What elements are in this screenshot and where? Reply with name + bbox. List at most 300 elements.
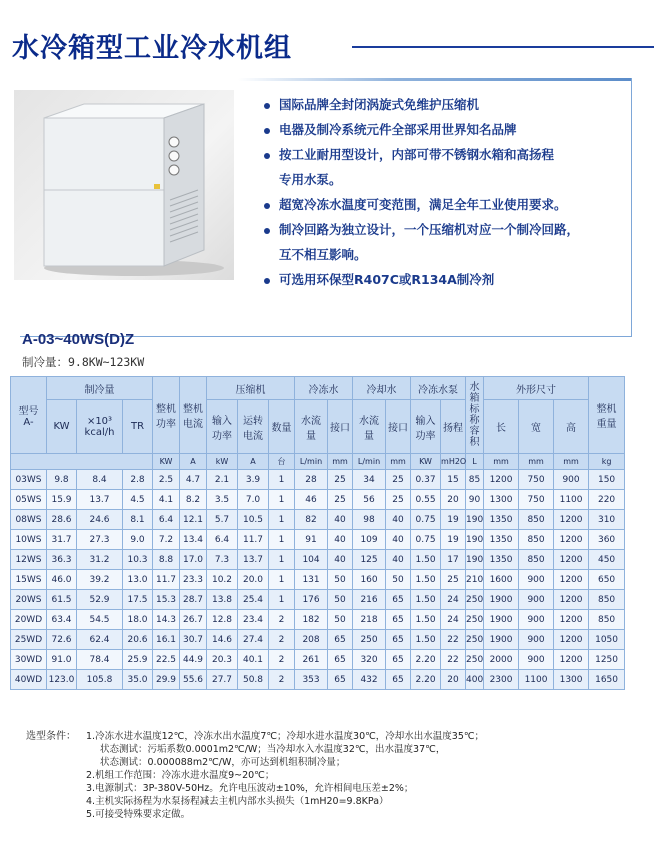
- model-cell: 20WD: [11, 610, 47, 630]
- table-cell: 2: [269, 670, 295, 690]
- feature-item: 国际品牌全封闭涡旋式免维护压缩机: [264, 92, 624, 117]
- table-cell: 35.0: [123, 670, 153, 690]
- table-cell: 4.1: [153, 490, 180, 510]
- table-cell: 1050: [589, 630, 625, 650]
- table-cell: 900: [519, 590, 554, 610]
- unit-cell: L: [466, 454, 484, 470]
- table-cell: 650: [589, 570, 625, 590]
- header-pump: 冷冻水泵: [411, 377, 466, 400]
- table-cell: 50.8: [238, 670, 269, 690]
- model-cell: 40WD: [11, 670, 47, 690]
- page-title: 水冷箱型工业冷水机组: [12, 33, 292, 64]
- table-cell: 50: [386, 570, 411, 590]
- table-cell: 11.7: [238, 530, 269, 550]
- table-cell: 0.75: [411, 510, 441, 530]
- title-underline: [352, 46, 654, 48]
- table-cell: 2: [269, 630, 295, 650]
- table-cell: 22: [441, 630, 466, 650]
- table-cell: 250: [466, 630, 484, 650]
- table-row: [11, 670, 625, 690]
- table-cell: 10.3: [123, 550, 153, 570]
- model-cell: 08WS: [11, 510, 47, 530]
- bullet-icon: [264, 128, 270, 134]
- table-cell: 55.6: [180, 670, 207, 690]
- table-cell: 5.7: [207, 510, 238, 530]
- table-cell: 1.50: [411, 570, 441, 590]
- table-cell: 190: [466, 550, 484, 570]
- table-cell: 750: [519, 470, 554, 490]
- table-cell: 104: [295, 550, 328, 570]
- header-weight: 整机 重量: [589, 377, 625, 454]
- unit-cell: kg: [589, 454, 625, 470]
- condition-item: 状态测试：0.000088m2℃/W，亦可达到机组积制冷量；: [100, 757, 346, 768]
- feature-list: [264, 92, 624, 292]
- table-cell: 8.4: [77, 470, 123, 490]
- table-cell: 1200: [554, 510, 589, 530]
- table-cell: 6.4: [207, 530, 238, 550]
- table-cell: 25: [386, 490, 411, 510]
- table-cell: 40.1: [238, 650, 269, 670]
- table-cell: 40: [386, 510, 411, 530]
- table-cell: 105.8: [77, 670, 123, 690]
- table-cell: 90: [466, 490, 484, 510]
- feature-item: 可选用环保型R407C或R134A制冷剂: [264, 267, 624, 292]
- table-row: [11, 570, 625, 590]
- model-cell: 25WD: [11, 630, 47, 650]
- table-cell: 40: [328, 530, 353, 550]
- table-cell: 2.20: [411, 650, 441, 670]
- model-cell: 15WS: [11, 570, 47, 590]
- feature-item: 电器及制冷系统元件全部采用世界知名品牌: [264, 117, 624, 142]
- table-cell: 12.1: [180, 510, 207, 530]
- table-cell: 2000: [484, 650, 519, 670]
- model-cell: 05WS: [11, 490, 47, 510]
- table-cell: 8.8: [153, 550, 180, 570]
- table-cell: 2: [269, 610, 295, 630]
- unit-cell: mm: [519, 454, 554, 470]
- table-cell: 8.2: [180, 490, 207, 510]
- feature-item: 制冷回路为独立设计，一个压缩机对应一个制冷回路，: [264, 217, 624, 242]
- model-range: A-03~40WS(D)Z: [22, 331, 135, 348]
- unit-cell: kW: [207, 454, 238, 470]
- table-cell: 82: [295, 510, 328, 530]
- bullet-icon: [264, 103, 270, 109]
- table-cell: 27.7: [207, 670, 238, 690]
- table-cell: 19: [441, 510, 466, 530]
- table-cell: 1300: [554, 670, 589, 690]
- feature-item: 超宽冷冻水温度可变范围，满足全年工业使用要求。: [264, 192, 624, 217]
- chiller-unit-image: [14, 90, 234, 280]
- model-cell: 30WD: [11, 650, 47, 670]
- condition-item: 2.机组工作范围：冷冻水进水温度9~20℃；: [86, 770, 275, 781]
- table-cell: 10.5: [238, 510, 269, 530]
- table-cell: 250: [466, 590, 484, 610]
- table-row: [11, 530, 625, 550]
- table-cell: 900: [554, 470, 589, 490]
- feature-item-continued: 互不相互影响。: [279, 247, 367, 262]
- table-cell: 13.8: [207, 590, 238, 610]
- table-cell: 1.50: [411, 590, 441, 610]
- table-cell: 1350: [484, 530, 519, 550]
- table-cell: 85: [466, 470, 484, 490]
- subheader-cell: 高: [554, 400, 589, 454]
- table-cell: 22: [441, 650, 466, 670]
- header-compressor: 压缩机: [207, 377, 295, 400]
- unit-cell: A: [238, 454, 269, 470]
- condition-item: 3.电源制式：3P-380V-50Hz。允许电压波动±10%，允许相间电压差±2%；: [86, 783, 414, 794]
- table-cell: 131: [295, 570, 328, 590]
- table-cell: 1650: [589, 670, 625, 690]
- table-cell: 1: [269, 590, 295, 610]
- table-cell: 3.5: [207, 490, 238, 510]
- table-cell: 65: [386, 670, 411, 690]
- unit-cell: mH2O: [441, 454, 466, 470]
- table-cell: 1200: [554, 650, 589, 670]
- table-cell: 150: [589, 470, 625, 490]
- table-cell: 123.0: [47, 670, 77, 690]
- table-cell: 2.5: [153, 470, 180, 490]
- capacity-value: 9.8KW~123KW: [68, 355, 145, 369]
- feature-frame-right: [631, 78, 632, 336]
- table-cell: 190: [466, 530, 484, 550]
- table-cell: 250: [353, 630, 386, 650]
- table-cell: 850: [519, 550, 554, 570]
- table-cell: 17.0: [180, 550, 207, 570]
- table-row: [11, 490, 625, 510]
- table-cell: 24: [441, 610, 466, 630]
- table-cell: 25: [328, 490, 353, 510]
- table-cell: 46: [295, 490, 328, 510]
- table-cell: 0.37: [411, 470, 441, 490]
- table-cell: 17.5: [123, 590, 153, 610]
- table-cell: 1100: [519, 670, 554, 690]
- table-cell: 40: [328, 510, 353, 530]
- condition-item: 4.主机实际扬程为水泵扬程减去主机内部水头损失（1mH20=9.8KPa）: [86, 796, 389, 807]
- table-cell: 8.1: [123, 510, 153, 530]
- table-cell: 250: [466, 650, 484, 670]
- table-cell: 40: [328, 550, 353, 570]
- table-cell: 24.6: [77, 510, 123, 530]
- table-cell: 1200: [484, 470, 519, 490]
- subheader-cell: 输入 功率: [411, 400, 441, 454]
- condition-item: 1.冷冻水进水温度12℃，冷冻水出水温度7℃；冷却水进水温度30℃，冷却水出水温度35℃；: [86, 731, 485, 742]
- subheader-cell: 宽: [519, 400, 554, 454]
- table-cell: 65: [386, 610, 411, 630]
- unit-cell: KW: [411, 454, 441, 470]
- table-cell: 432: [353, 670, 386, 690]
- table-cell: 15.9: [47, 490, 77, 510]
- subheader-cell: 数量: [269, 400, 295, 454]
- table-cell: 15.3: [153, 590, 180, 610]
- bullet-icon: [264, 203, 270, 209]
- table-cell: 14.3: [153, 610, 180, 630]
- capacity-range: [22, 354, 144, 370]
- feature-item-continued: 专用水泵。: [279, 172, 342, 187]
- table-cell: 20.0: [238, 570, 269, 590]
- table-cell: 29.9: [153, 670, 180, 690]
- condition-item: 状态测试：污垢系数0.0001m2℃/W；当冷却水入水温度32℃，出水温度37℃，: [100, 744, 446, 755]
- subheader-cell: 运转 电流: [238, 400, 269, 454]
- table-cell: 31.7: [47, 530, 77, 550]
- table-cell: 23.4: [238, 610, 269, 630]
- conditions-label: 选型条件：: [26, 731, 76, 742]
- table-cell: 30.7: [180, 630, 207, 650]
- table-cell: 25: [386, 470, 411, 490]
- subheader-cell: 水流 量: [295, 400, 328, 454]
- table-cell: 1200: [554, 570, 589, 590]
- table-cell: 1900: [484, 630, 519, 650]
- table-row: [11, 630, 625, 650]
- table-cell: 6.4: [153, 510, 180, 530]
- table-cell: 1200: [554, 590, 589, 610]
- table-cell: 28.7: [180, 590, 207, 610]
- table-row: [11, 650, 625, 670]
- table-cell: 13.4: [180, 530, 207, 550]
- table-cell: 23.3: [180, 570, 207, 590]
- table-cell: 98: [353, 510, 386, 530]
- table-cell: 14.6: [207, 630, 238, 650]
- unit-cell: mm: [328, 454, 353, 470]
- subheader-cell: 接口: [328, 400, 353, 454]
- table-cell: 52.9: [77, 590, 123, 610]
- table-cell: 2300: [484, 670, 519, 690]
- table-cell: 36.3: [47, 550, 77, 570]
- table-cell: 1100: [554, 490, 589, 510]
- table-cell: 1350: [484, 550, 519, 570]
- table-cell: 65: [328, 670, 353, 690]
- table-cell: 25: [441, 570, 466, 590]
- table-cell: 7.3: [207, 550, 238, 570]
- table-cell: 1: [269, 470, 295, 490]
- table-cell: 109: [353, 530, 386, 550]
- capacity-label: 制冷量：: [22, 355, 68, 369]
- table-cell: 900: [519, 630, 554, 650]
- table-cell: 11.7: [153, 570, 180, 590]
- table-cell: 218: [353, 610, 386, 630]
- table-cell: 1300: [484, 490, 519, 510]
- table-cell: 2.1: [207, 470, 238, 490]
- table-cell: 1: [269, 530, 295, 550]
- table-cell: 65: [386, 630, 411, 650]
- header-current: 整机 电流: [180, 377, 207, 454]
- table-cell: 1.50: [411, 630, 441, 650]
- spec-table: [10, 376, 625, 690]
- table-cell: 46.0: [47, 570, 77, 590]
- header-dimensions: 外形尺寸: [484, 377, 589, 400]
- table-cell: 7.0: [238, 490, 269, 510]
- table-cell: 13.7: [238, 550, 269, 570]
- table-cell: 25.4: [238, 590, 269, 610]
- table-cell: 10.2: [207, 570, 238, 590]
- header-cooling: 制冷量: [47, 377, 153, 400]
- table-cell: 25.9: [123, 650, 153, 670]
- table-row: [11, 510, 625, 530]
- table-cell: 91.0: [47, 650, 77, 670]
- header-tank: 水 箱 标 称 容 积: [466, 377, 484, 454]
- table-cell: 34: [353, 470, 386, 490]
- table-cell: 9.0: [123, 530, 153, 550]
- subheader-cell: TR: [123, 400, 153, 454]
- table-cell: 160: [353, 570, 386, 590]
- table-cell: 4.7: [180, 470, 207, 490]
- table-cell: 50: [328, 590, 353, 610]
- unit-cell: L/min: [353, 454, 386, 470]
- condition-item: 5.可接受特殊要求定做。: [86, 809, 191, 820]
- table-cell: 65: [386, 650, 411, 670]
- table-cell: 2.20: [411, 670, 441, 690]
- feature-frame-top: [238, 78, 632, 81]
- table-cell: 1200: [554, 630, 589, 650]
- subheader-cell: 接口: [386, 400, 411, 454]
- table-cell: 850: [519, 510, 554, 530]
- unit-cell: mm: [554, 454, 589, 470]
- table-cell: 1200: [554, 530, 589, 550]
- table-cell: 18.0: [123, 610, 153, 630]
- table-cell: 1350: [484, 510, 519, 530]
- table-cell: 176: [295, 590, 328, 610]
- table-cell: 1600: [484, 570, 519, 590]
- table-cell: 91: [295, 530, 328, 550]
- unit-cell: 台: [269, 454, 295, 470]
- table-cell: 20: [441, 670, 466, 690]
- table-cell: 16.1: [153, 630, 180, 650]
- table-cell: 56: [353, 490, 386, 510]
- table-cell: 12.8: [207, 610, 238, 630]
- product-photo: [14, 90, 234, 280]
- table-cell: 3.9: [238, 470, 269, 490]
- units-spacer: [11, 454, 153, 470]
- table-cell: 850: [589, 610, 625, 630]
- header-cooling-water: 冷却水: [353, 377, 411, 400]
- unit-cell: mm: [386, 454, 411, 470]
- table-cell: 1.50: [411, 550, 441, 570]
- table-cell: 900: [519, 650, 554, 670]
- table-cell: 360: [589, 530, 625, 550]
- header-model: 型号 A-: [11, 377, 47, 454]
- table-cell: 15: [441, 470, 466, 490]
- table-cell: 1900: [484, 590, 519, 610]
- table-cell: 44.9: [180, 650, 207, 670]
- table-cell: 125: [353, 550, 386, 570]
- table-cell: 4.5: [123, 490, 153, 510]
- table-cell: 25: [328, 470, 353, 490]
- table-cell: 310: [589, 510, 625, 530]
- table-cell: 20.3: [207, 650, 238, 670]
- table-cell: 65: [328, 630, 353, 650]
- table-cell: 20: [441, 490, 466, 510]
- table-cell: 24: [441, 590, 466, 610]
- header-chilled-water: 冷冻水: [295, 377, 353, 400]
- table-cell: 182: [295, 610, 328, 630]
- table-cell: 28.6: [47, 510, 77, 530]
- model-cell: 03WS: [11, 470, 47, 490]
- table-cell: 216: [353, 590, 386, 610]
- model-cell: 20WS: [11, 590, 47, 610]
- table-cell: 1200: [554, 550, 589, 570]
- table-cell: 208: [295, 630, 328, 650]
- subheader-cell: ×10³ kcal/h: [77, 400, 123, 454]
- header-power: 整机 功率: [153, 377, 180, 454]
- table-cell: 250: [466, 610, 484, 630]
- unit-cell: L/min: [295, 454, 328, 470]
- table-cell: 63.4: [47, 610, 77, 630]
- bullet-icon: [264, 153, 270, 159]
- table-cell: 0.75: [411, 530, 441, 550]
- unit-cell: mm: [484, 454, 519, 470]
- table-cell: 450: [589, 550, 625, 570]
- table-cell: 1200: [554, 610, 589, 630]
- subheader-cell: 水流 量: [353, 400, 386, 454]
- table-cell: 50: [328, 610, 353, 630]
- table-cell: 353: [295, 670, 328, 690]
- table-cell: 850: [519, 530, 554, 550]
- table-cell: 750: [519, 490, 554, 510]
- table-cell: 26.7: [180, 610, 207, 630]
- table-cell: 27.4: [238, 630, 269, 650]
- table-row: [11, 470, 625, 490]
- bullet-icon: [264, 228, 270, 234]
- table-cell: 7.2: [153, 530, 180, 550]
- bullet-icon: [264, 278, 270, 284]
- table-cell: 220: [589, 490, 625, 510]
- table-cell: 0.55: [411, 490, 441, 510]
- unit-cell: KW: [153, 454, 180, 470]
- table-cell: 13.0: [123, 570, 153, 590]
- feature-item: 按工业耐用型设计，内部可带不锈钢水箱和高扬程: [264, 142, 624, 167]
- table-cell: 40: [386, 550, 411, 570]
- table-cell: 65: [328, 650, 353, 670]
- table-row: [11, 590, 625, 610]
- table-cell: 900: [519, 610, 554, 630]
- table-cell: 1.50: [411, 610, 441, 630]
- table-cell: 320: [353, 650, 386, 670]
- table-cell: 400: [466, 670, 484, 690]
- table-cell: 850: [589, 590, 625, 610]
- model-cell: 12WS: [11, 550, 47, 570]
- table-cell: 28: [295, 470, 328, 490]
- table-cell: 190: [466, 510, 484, 530]
- table-cell: 1250: [589, 650, 625, 670]
- table-cell: 17: [441, 550, 466, 570]
- table-cell: 13.7: [77, 490, 123, 510]
- table-cell: 900: [519, 570, 554, 590]
- table-cell: 2.8: [123, 470, 153, 490]
- table-cell: 19: [441, 530, 466, 550]
- subheader-cell: 输入 功率: [207, 400, 238, 454]
- table-cell: 65: [386, 590, 411, 610]
- table-cell: 1: [269, 570, 295, 590]
- unit-cell: A: [180, 454, 207, 470]
- table-cell: 62.4: [77, 630, 123, 650]
- table-cell: 20.6: [123, 630, 153, 650]
- table-cell: 54.5: [77, 610, 123, 630]
- table-cell: 261: [295, 650, 328, 670]
- model-cell: 10WS: [11, 530, 47, 550]
- table-cell: 2: [269, 650, 295, 670]
- table-cell: 210: [466, 570, 484, 590]
- subheader-cell: KW: [47, 400, 77, 454]
- table-cell: 50: [328, 570, 353, 590]
- table-cell: 1900: [484, 610, 519, 630]
- table-cell: 22.5: [153, 650, 180, 670]
- table-cell: 1: [269, 510, 295, 530]
- table-cell: 27.3: [77, 530, 123, 550]
- table-cell: 72.6: [47, 630, 77, 650]
- subheader-cell: 长: [484, 400, 519, 454]
- table-cell: 1: [269, 490, 295, 510]
- table-cell: 61.5: [47, 590, 77, 610]
- table-cell: 31.2: [77, 550, 123, 570]
